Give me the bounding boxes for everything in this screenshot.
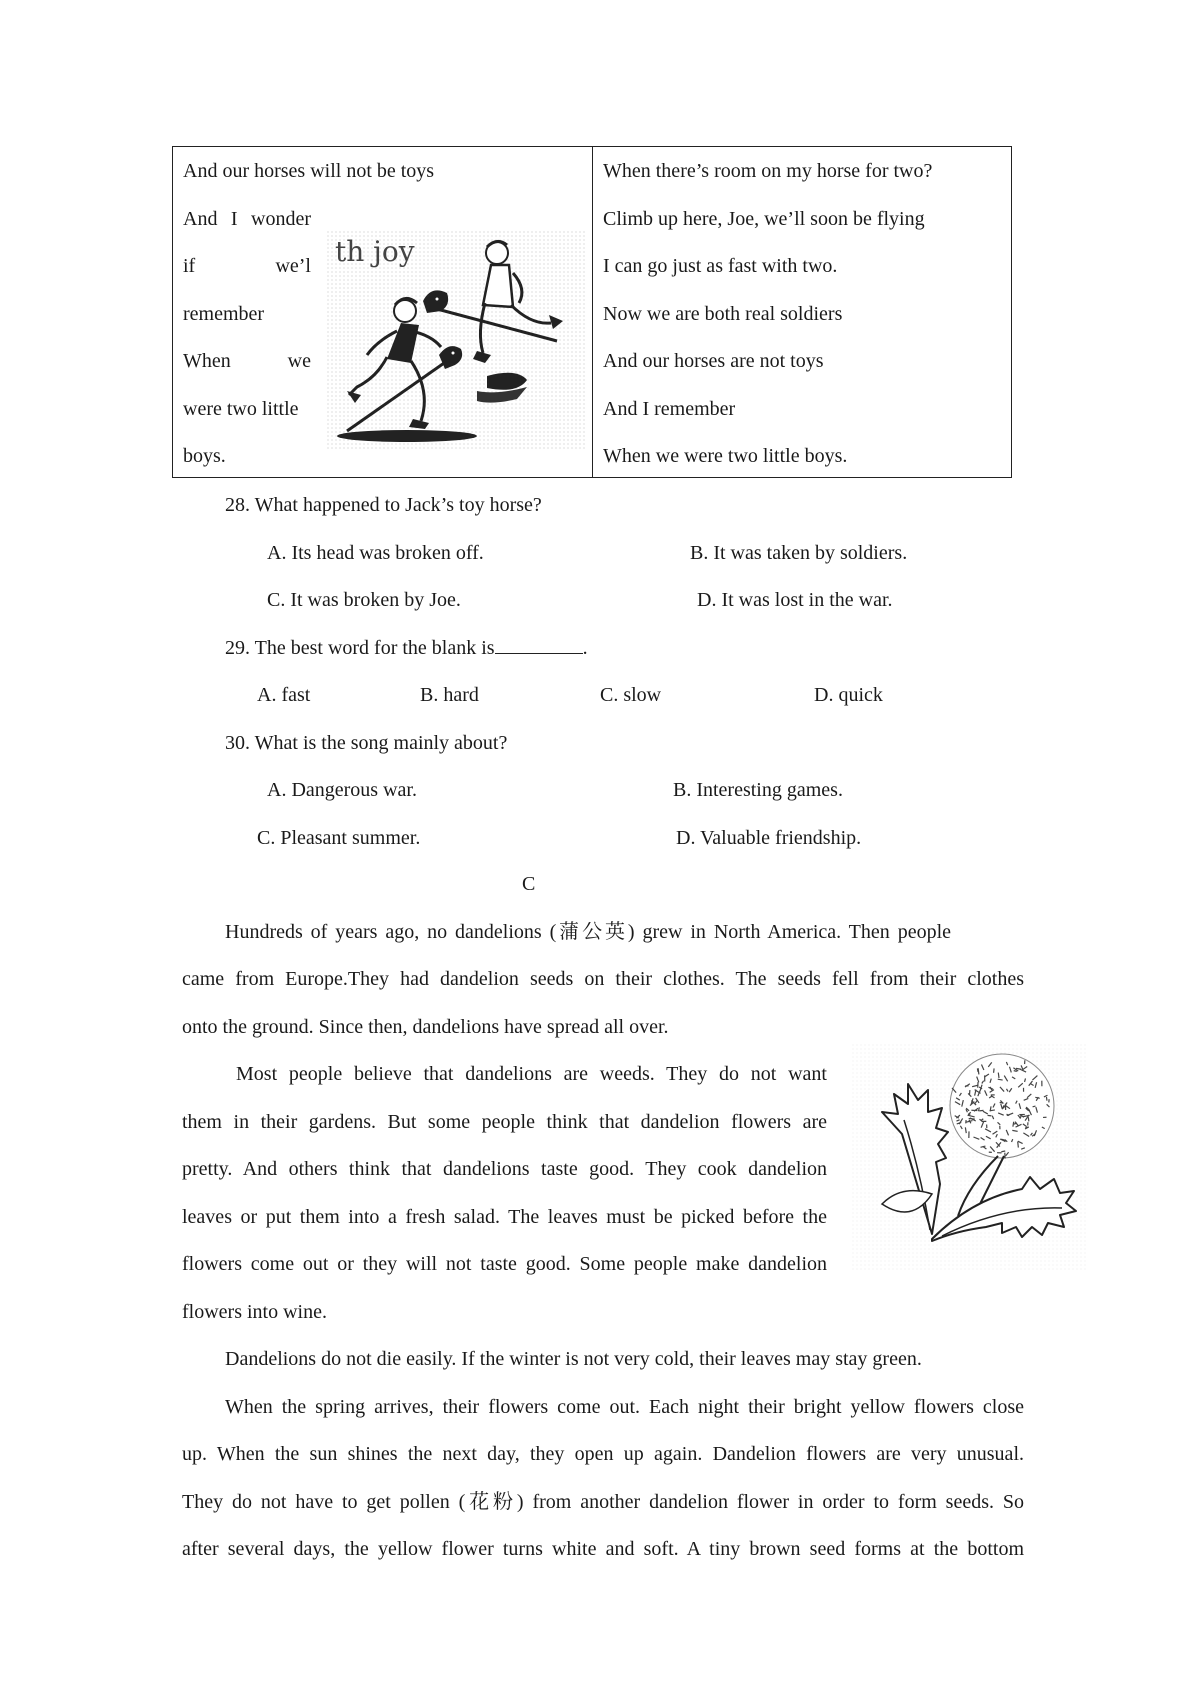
word: we’l [275, 255, 311, 277]
question-28-option-a[interactable]: A. Its head was broken off. [267, 542, 484, 564]
poem-line [183, 254, 311, 278]
poem-line: And I remember [603, 398, 736, 420]
question-29-stem [225, 635, 588, 661]
passage-line: flowers come out or they will not taste good. Some people make dandelion [182, 1253, 827, 1275]
passage-line: up. When the sun shines the next day, they open up again. Dandelion flowers are very unusual. [182, 1443, 1024, 1465]
passage-line: them in their gardens. But some people think that dandelion flowers are [182, 1111, 827, 1133]
poem-line [183, 207, 311, 231]
dandelion-illustration [852, 1044, 1088, 1270]
passage-line: pretty. And others think that dandelions taste good. They cook dandelion [182, 1158, 827, 1180]
word: I [230, 208, 238, 230]
poem-line [183, 349, 311, 373]
poem-line: And our horses are not toys [603, 350, 824, 372]
question-29-stem-period: . [582, 637, 588, 659]
question-28-option-d[interactable]: D. It was lost in the war. [697, 589, 893, 611]
word: if [183, 255, 196, 277]
word: wonder [251, 208, 311, 230]
section-heading: C [522, 873, 536, 895]
question-28-stem: 28. What happened to Jack’s toy horse? [225, 494, 542, 516]
question-29-stem-text: 29. The best word for the blank is [225, 637, 495, 659]
word: And [183, 208, 218, 230]
passage-line: Most people believe that dandelions are weeds. They do not want [236, 1063, 827, 1085]
question-29-option-a[interactable]: A. fast [257, 684, 311, 706]
poem-line: When there’s room on my horse for two? [603, 160, 933, 182]
illustration-caption: th joy [335, 235, 415, 268]
passage-line: Hundreds of years ago, no dandelions (蒲公英) grew in North America. Then people [225, 921, 951, 943]
question-28-option-c[interactable]: C. It was broken by Joe. [267, 589, 461, 611]
passage-line: after several days, the yellow flower turns white and soft. A tiny brown seed forms at the bottom [182, 1538, 1024, 1560]
poem-line: When we were two little boys. [603, 445, 848, 467]
question-30-option-a[interactable]: A. Dangerous war. [267, 779, 417, 801]
poem-line: Now we are both real soldiers [603, 303, 843, 325]
passage-line: They do not have to get pollen (花粉) from another dandelion flower in order to form seeds. So [182, 1491, 1024, 1513]
question-29-option-d[interactable]: D. quick [814, 684, 883, 706]
question-30-stem: 30. What is the song mainly about? [225, 732, 508, 754]
answer-blank [495, 635, 583, 654]
question-29-option-b[interactable]: B. hard [420, 684, 479, 706]
question-29-option-c[interactable]: C. slow [600, 684, 662, 706]
question-30-option-d[interactable]: D. Valuable friendship. [676, 827, 862, 849]
passage-line: onto the ground. Since then, dandelions have spread all over. [182, 1016, 669, 1038]
poem-line: I can go just as fast with two. [603, 255, 838, 277]
poem-table [172, 146, 1012, 478]
poem-line: boys. [183, 445, 226, 467]
poem-line: remember [183, 303, 265, 325]
passage-line: leaves or put them into a fresh salad. The leaves must be picked before the [182, 1206, 827, 1228]
passage-line: When the spring arrives, their flowers come out. Each night their bright yellow flowers close [225, 1396, 1024, 1418]
passage-line: came from Europe.They had dandelion seeds on their clothes. The seeds fell from their clothes [182, 968, 1024, 990]
passage-line: Dandelions do not die easily. If the winter is not very cold, their leaves may stay green. [225, 1348, 922, 1370]
poem-line: And our horses will not be toys [183, 160, 435, 182]
poem-line: were two little [183, 398, 299, 420]
two-boys-hobby-horse-illustration [327, 231, 585, 451]
word: we [287, 350, 311, 372]
word: When [183, 350, 231, 372]
poem-line: Climb up here, Joe, we’ll soon be flying [603, 208, 925, 230]
table-divider [592, 147, 593, 477]
question-30-option-b[interactable]: B. Interesting games. [673, 779, 843, 801]
question-28-option-b[interactable]: B. It was taken by soldiers. [690, 542, 908, 564]
passage-line: flowers into wine. [182, 1301, 327, 1323]
question-30-option-c[interactable]: C. Pleasant summer. [257, 827, 421, 849]
